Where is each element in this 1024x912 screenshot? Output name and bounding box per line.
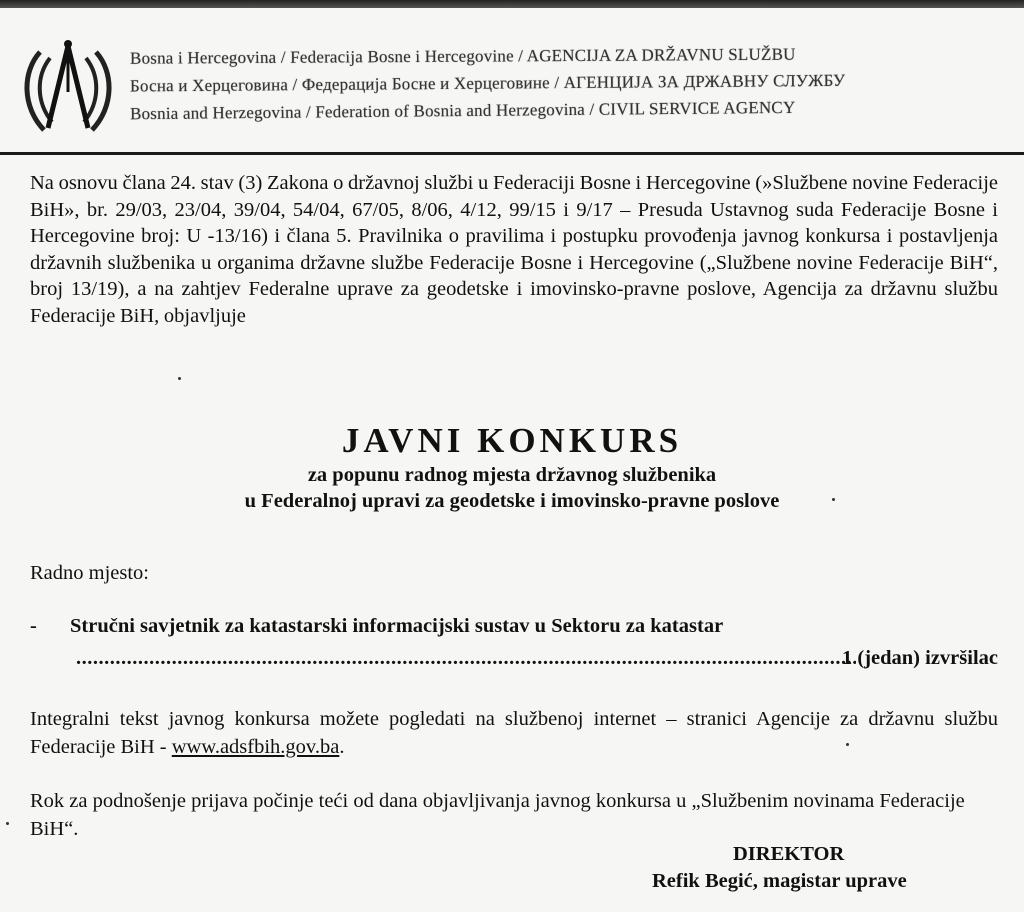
director-title: DIREKTOR bbox=[733, 843, 845, 865]
print-speck bbox=[832, 498, 835, 501]
letterhead-line-cyrillic: Босна и Херцеговина / Федерација Босне и Херцеговине / АГЕНЦИЈА ЗА ДРЖАВНУ СЛУЖБУ bbox=[129, 70, 846, 96]
executors-count: 1 (jedan) izvršilac bbox=[842, 647, 998, 669]
print-speck bbox=[846, 743, 849, 746]
position-label: Radno mjesto: bbox=[30, 562, 150, 584]
intro-paragraph: Na osnovu člana 24. stav (3) Zakona o državnoj službi u Federaciji Bosne i Hercegovine (»Službene novine Federacije BiH», br. 29/03, 23/04, 39/04, 54/04, 67/05, 8/06, 4/12, 99/15 i 9/17 – Presuda Ustavnog suda Federacije Bosne i Hercegovine broj: U -13/16) i člana 5. Pravilnika o pravilima i postupku provođenja javnog konkursa i postavljenja državnih službenika u organima državne službe Federacije Bosne i Hercegovine („Službene novine Federacije BiH“, broj 13/19), a na zahtjev Federalne uprave za geodetske i imovinsko-pravne poslove, Agencija za državnu službu Federacije BiH, objavljuje bbox=[30, 172, 998, 327]
letterhead bbox=[0, 14, 1024, 154]
subtitle-line-2: u Federalnoj upravi za geodetske i imovinsko-pravne poslove bbox=[244, 490, 780, 512]
website-link[interactable]: www.adsfbih.gov.ba bbox=[171, 736, 340, 758]
subtitle-line-1: za popunu radnog mjesta državnog službenika bbox=[307, 464, 717, 486]
letterhead-line-latin: Bosna i Hercegovina / Federacija Bosne i Hercegovine / AGENCIJA ZA DRŽAVNU SLUŽBU bbox=[129, 44, 796, 68]
position-name: Stručni savjetnik za katastarski informacijski sustav u Sektoru za katastar bbox=[70, 615, 724, 637]
integral-text: Integralni tekst javnog konkursa možete pogledati na službenoj internet – stranici Agencije za državnu službu Federacije BiH - bbox=[30, 708, 998, 758]
letterhead-text bbox=[130, 42, 1010, 123]
document-title: JAVNI KONKURS bbox=[341, 421, 683, 460]
director-name: Refik Begić, magistar uprave bbox=[652, 870, 907, 892]
dot-leader bbox=[76, 647, 856, 667]
print-speck bbox=[6, 822, 9, 825]
deadline-paragraph: Rok za podnošenje prijava počinje teći od dana objavljivanja javnog konkursa u „Službenim novinama Federacije BiH“. bbox=[30, 790, 965, 840]
letterhead-line-english: Bosnia and Herzegovina / Federation of Bosnia and Herzegovina / CIVIL SERVICE AGENCY bbox=[129, 97, 796, 124]
website-suffix: . bbox=[339, 736, 345, 758]
list-dash: - bbox=[30, 615, 37, 637]
title-block bbox=[0, 420, 1024, 514]
print-speck bbox=[178, 377, 181, 380]
agency-logo-icon bbox=[18, 32, 118, 142]
integral-text-paragraph bbox=[30, 705, 998, 761]
letterhead-rule bbox=[0, 152, 1024, 155]
top-border bbox=[0, 0, 1024, 8]
